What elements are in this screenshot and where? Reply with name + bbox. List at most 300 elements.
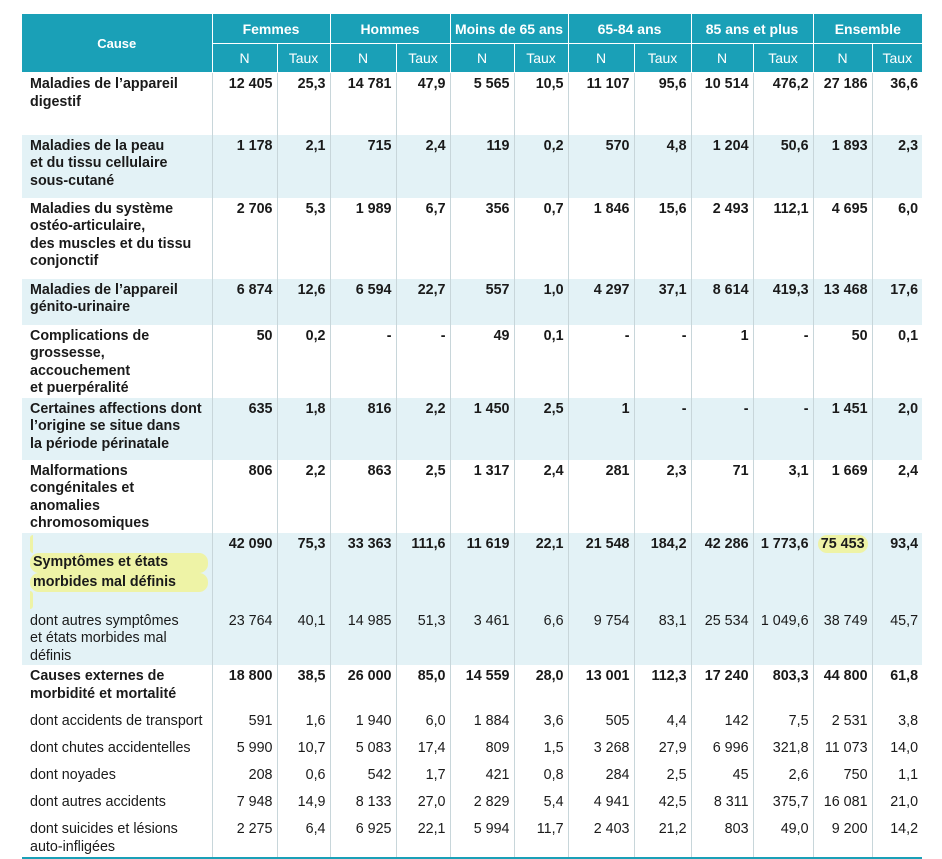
taux-cell: [396, 710, 450, 737]
table-row: [22, 135, 922, 198]
taux-cell: [514, 818, 568, 858]
cell-value: 1 669: [831, 462, 868, 479]
cell-value: 1 846: [593, 200, 630, 217]
n-cell: [813, 791, 872, 818]
cell-value: 71: [732, 462, 749, 479]
cell-value: 803: [724, 821, 749, 837]
header-n: N: [568, 44, 634, 73]
n-cell: [450, 460, 514, 533]
taux-cell: [872, 135, 922, 198]
taux-cell: [634, 818, 691, 858]
header-n: N: [212, 44, 277, 73]
n-cell: [330, 73, 396, 135]
n-cell: [212, 791, 277, 818]
cell-value: 47,9: [417, 76, 446, 92]
cell-value: 11 073: [824, 740, 868, 756]
cell-value: 14 985: [347, 612, 392, 629]
cause-label-line: morbides mal définis: [30, 573, 208, 593]
cell-value: 2,5: [543, 400, 564, 417]
n-cell: [568, 533, 634, 610]
taux-cell: [634, 398, 691, 460]
table-row: [22, 460, 922, 533]
table-row: [22, 198, 922, 279]
table-row: [22, 279, 922, 325]
cause-label-line: Causes externes de: [30, 668, 165, 684]
n-cell: [568, 710, 634, 737]
cell-value: 45: [732, 767, 749, 783]
taux-cell: [634, 665, 691, 710]
header-group-femmes: Femmes: [212, 14, 330, 44]
header-taux: Taux: [396, 44, 450, 73]
taux-cell: [634, 533, 691, 610]
cell-value: 112,3: [651, 668, 687, 684]
cell-value: 5 565: [473, 76, 510, 92]
cell-value: 5 083: [355, 740, 392, 756]
cell-value: 419,3: [772, 281, 809, 298]
cell-value: 1 450: [473, 400, 510, 417]
header-group-moins-65: Moins de 65 ans: [450, 14, 568, 44]
cell-value: 1,1: [898, 767, 919, 783]
cell-value: 1: [740, 327, 749, 344]
cell-value: 51,3: [417, 612, 446, 629]
n-cell: [212, 398, 277, 460]
cell-value: 44 800: [823, 668, 868, 684]
cell-value: 1 451: [831, 400, 868, 417]
header-n: N: [813, 44, 872, 73]
n-cell: [450, 818, 514, 858]
table-row: [22, 533, 922, 610]
taux-cell: [872, 737, 922, 764]
cell-value: 13 468: [823, 281, 868, 298]
cell-value: 9 200: [831, 821, 868, 837]
taux-cell: [634, 791, 691, 818]
cell-value: 2 275: [236, 821, 273, 837]
cell-value: 75 453: [818, 535, 868, 553]
n-cell: [691, 398, 753, 460]
cause-label-line: grossesse, accouchement: [30, 345, 131, 379]
cause-cell: [22, 710, 212, 737]
cause-label: [30, 713, 208, 731]
cell-value: 2,3: [898, 137, 919, 154]
cause-cell: [22, 737, 212, 764]
cell-value: 6 925: [355, 821, 392, 837]
taux-cell: [277, 279, 330, 325]
cell-value: 1,0: [543, 281, 564, 298]
cause-label: [30, 282, 208, 317]
cell-value: 11 107: [586, 76, 630, 92]
cell-value: -: [803, 327, 809, 344]
cell-value: 2 706: [236, 200, 273, 217]
taux-cell: [753, 325, 813, 398]
taux-cell: [872, 460, 922, 533]
taux-cell: [514, 73, 568, 135]
cell-value: 21,0: [890, 794, 919, 810]
cause-cell: [22, 764, 212, 791]
n-cell: [568, 135, 634, 198]
cause-label-line: dont chutes accidentelles: [30, 740, 191, 756]
cell-value: 45,7: [890, 612, 919, 629]
taux-cell: [634, 460, 691, 533]
cell-value: 10,7: [297, 740, 326, 756]
taux-cell: [872, 791, 922, 818]
taux-cell: [396, 398, 450, 460]
taux-cell: [753, 460, 813, 533]
cell-value: 37,1: [658, 281, 687, 298]
taux-cell: [277, 135, 330, 198]
n-cell: [330, 764, 396, 791]
n-cell: [813, 73, 872, 135]
taux-cell: [514, 135, 568, 198]
n-cell: [450, 710, 514, 737]
taux-cell: [514, 533, 568, 610]
cell-value: 6,6: [543, 612, 564, 629]
cause-label-line: dont suicides et lésions: [30, 821, 178, 837]
taux-cell: [396, 764, 450, 791]
n-cell: [450, 198, 514, 279]
n-cell: [691, 737, 753, 764]
mortality-table: [22, 14, 922, 859]
header-taux: Taux: [514, 44, 568, 73]
cell-value: 5,4: [543, 794, 564, 810]
cell-value: 61,8: [890, 668, 919, 684]
cell-value: 13 001: [585, 668, 630, 684]
taux-cell: [396, 533, 450, 610]
cell-value: 6,0: [898, 200, 919, 217]
taux-cell: [514, 665, 568, 710]
cell-value: 0,6: [305, 767, 326, 783]
taux-cell: [396, 198, 450, 279]
n-cell: [212, 665, 277, 710]
cell-value: 5,3: [305, 200, 326, 217]
cell-value: 5 994: [473, 821, 510, 837]
cell-value: 38 749: [823, 612, 868, 629]
taux-cell: [277, 737, 330, 764]
taux-cell: [753, 610, 813, 666]
cell-value: 3 268: [593, 740, 630, 756]
cell-value: 4,4: [666, 713, 687, 729]
cell-value: 50,6: [780, 137, 809, 154]
cell-value: 119: [486, 137, 510, 154]
n-cell: [691, 73, 753, 135]
cell-value: 208: [248, 767, 273, 783]
cell-value: 7,5: [788, 713, 809, 729]
cell-value: 2,1: [305, 137, 326, 154]
n-cell: [691, 710, 753, 737]
cause-label-line: Certaines affections dont: [30, 400, 202, 417]
taux-cell: [753, 73, 813, 135]
cell-value: 0,8: [543, 767, 564, 783]
cell-value: 0,2: [305, 327, 326, 344]
cause-cell: [22, 533, 212, 610]
cell-value: 22,1: [535, 535, 564, 552]
n-cell: [813, 398, 872, 460]
cell-value: 7 948: [236, 794, 273, 810]
cause-label-line: génito-urinaire: [30, 299, 131, 315]
cell-value: 11 619: [466, 535, 510, 552]
n-cell: [212, 818, 277, 858]
table-row: [22, 818, 922, 858]
n-cell: [212, 325, 277, 398]
cause-label-line: des muscles et du tissu: [30, 235, 192, 252]
cell-value: 1,8: [305, 400, 326, 417]
cell-value: 111,6: [411, 535, 446, 552]
cell-value: 12 405: [228, 76, 273, 92]
taux-cell: [514, 398, 568, 460]
cell-value: 421: [485, 767, 510, 783]
cell-value: 1 204: [712, 137, 749, 154]
cell-value: 570: [605, 137, 630, 154]
n-cell: [212, 198, 277, 279]
cell-value: 1,6: [305, 713, 326, 729]
cell-value: 10,5: [535, 76, 564, 92]
cell-value: 0,1: [543, 327, 564, 344]
n-cell: [568, 460, 634, 533]
cell-value: 22,1: [417, 821, 446, 837]
taux-cell: [396, 135, 450, 198]
taux-cell: [634, 710, 691, 737]
cell-value: 1,5: [543, 740, 564, 756]
n-cell: [212, 710, 277, 737]
n-cell: [450, 764, 514, 791]
n-cell: [450, 279, 514, 325]
cell-value: 9 754: [593, 612, 630, 629]
table-row: [22, 73, 922, 135]
taux-cell: [277, 665, 330, 710]
n-cell: [568, 610, 634, 666]
n-cell: [691, 460, 753, 533]
cell-value: 1 049,6: [760, 612, 809, 629]
n-cell: [330, 791, 396, 818]
n-cell: [691, 198, 753, 279]
cell-value: 635: [248, 400, 273, 417]
cell-value: 1 773,6: [760, 535, 809, 552]
table-row: [22, 764, 922, 791]
cell-value: 17 240: [704, 668, 749, 684]
n-cell: [212, 764, 277, 791]
taux-cell: [872, 818, 922, 858]
cell-value: 6 594: [355, 281, 392, 298]
taux-cell: [514, 279, 568, 325]
cause-label-line: digestif: [30, 93, 81, 110]
taux-cell: [634, 610, 691, 666]
n-cell: [813, 325, 872, 398]
cell-value: 26 000: [347, 668, 392, 684]
n-cell: [813, 610, 872, 666]
n-cell: [330, 533, 396, 610]
n-cell: [691, 665, 753, 710]
cell-value: 0,1: [898, 327, 919, 344]
cell-value: -: [440, 327, 446, 344]
n-cell: [330, 398, 396, 460]
cause-cell: [22, 73, 212, 135]
n-cell: [212, 73, 277, 135]
cause-label-line: congénitales et anomalies: [30, 480, 135, 514]
cell-value: 1 884: [473, 713, 510, 729]
cause-label: [30, 463, 208, 533]
n-cell: [813, 279, 872, 325]
cell-value: 17,6: [890, 281, 919, 298]
cell-value: 21 548: [585, 535, 630, 552]
taux-cell: [634, 279, 691, 325]
n-cell: [212, 610, 277, 666]
cause-cell: [22, 325, 212, 398]
taux-cell: [514, 764, 568, 791]
table-body: [22, 73, 922, 859]
taux-cell: [396, 665, 450, 710]
taux-cell: [277, 398, 330, 460]
cell-value: 33 363: [347, 535, 392, 552]
table-row: [22, 325, 922, 398]
taux-cell: [753, 665, 813, 710]
cause-label: [30, 668, 208, 703]
n-cell: [450, 610, 514, 666]
taux-cell: [396, 460, 450, 533]
taux-cell: [872, 533, 922, 610]
cause-label-line: et états morbides mal définis: [30, 630, 167, 664]
cell-value: 14,9: [297, 794, 326, 810]
cell-value: 25 534: [704, 612, 749, 629]
n-cell: [212, 460, 277, 533]
n-cell: [568, 198, 634, 279]
cell-value: 2,3: [666, 462, 687, 479]
cause-label-line: Maladies de l’appareil: [30, 281, 178, 298]
n-cell: [568, 398, 634, 460]
cell-value: 1 940: [355, 713, 392, 729]
taux-cell: [514, 325, 568, 398]
cell-value: 1,7: [425, 767, 446, 783]
cause-label: [30, 76, 208, 111]
cell-value: 715: [367, 137, 392, 154]
cell-value: 6,7: [425, 200, 446, 217]
cell-value: 14 559: [465, 668, 510, 684]
taux-cell: [514, 791, 568, 818]
cell-value: 375,7: [772, 794, 809, 810]
cell-value: 557: [485, 281, 510, 298]
taux-cell: [277, 533, 330, 610]
taux-cell: [634, 325, 691, 398]
cell-value: 49: [493, 327, 510, 344]
taux-cell: [634, 737, 691, 764]
cause-label-line: Symptômes et états: [30, 553, 208, 573]
cell-value: 142: [724, 713, 749, 729]
cell-value: 16 081: [823, 794, 868, 810]
cell-value: 50: [851, 327, 868, 344]
cause-cell: [22, 610, 212, 666]
cell-value: 4 695: [831, 200, 868, 217]
taux-cell: [872, 610, 922, 666]
cell-value: 505: [605, 713, 630, 729]
cell-value: 27 186: [823, 76, 868, 92]
n-cell: [813, 533, 872, 610]
taux-cell: [277, 791, 330, 818]
table-row: [22, 665, 922, 710]
cell-value: 2,4: [898, 462, 919, 479]
cause-label-line: sous-cutané: [30, 172, 115, 189]
cause-cell: [22, 460, 212, 533]
cell-value: 27,0: [417, 794, 446, 810]
n-cell: [330, 665, 396, 710]
cell-value: 112,1: [773, 200, 809, 217]
cause-label-line: dont autres symptômes: [30, 612, 179, 629]
cell-value: 2 531: [831, 713, 868, 729]
cell-value: 2,2: [425, 400, 446, 417]
cause-label: [30, 328, 208, 398]
taux-cell: [634, 135, 691, 198]
header-group-hommes: Hommes: [330, 14, 450, 44]
taux-cell: [753, 791, 813, 818]
cell-value: 95,6: [658, 76, 687, 92]
n-cell: [568, 737, 634, 764]
taux-cell: [872, 198, 922, 279]
cell-value: 10 514: [704, 76, 749, 92]
n-cell: [568, 764, 634, 791]
taux-cell: [514, 460, 568, 533]
n-cell: [568, 665, 634, 710]
n-cell: [691, 818, 753, 858]
cell-value: 12,6: [297, 281, 326, 298]
table-row: [22, 737, 922, 764]
cell-value: 8 311: [713, 794, 749, 810]
taux-cell: [872, 279, 922, 325]
cause-cell: [22, 398, 212, 460]
n-cell: [813, 764, 872, 791]
cell-value: 25,3: [297, 76, 326, 92]
cause-cell: [22, 665, 212, 710]
cell-value: 3,6: [543, 713, 564, 729]
cause-label-line: Maladies de l’appareil: [30, 76, 178, 92]
taux-cell: [277, 818, 330, 858]
cell-value: 42 286: [704, 535, 749, 552]
n-cell: [691, 325, 753, 398]
cell-value: 1 178: [236, 137, 273, 154]
taux-cell: [634, 73, 691, 135]
cell-value: -: [386, 327, 392, 344]
n-cell: [212, 737, 277, 764]
cause-cell: [22, 135, 212, 198]
taux-cell: [277, 610, 330, 666]
n-cell: [450, 533, 514, 610]
cause-label: [30, 138, 208, 191]
taux-cell: [753, 737, 813, 764]
header-cause: Cause: [22, 14, 212, 73]
n-cell: [568, 818, 634, 858]
taux-cell: [277, 73, 330, 135]
cell-value: 3 461: [473, 612, 510, 629]
taux-cell: [277, 198, 330, 279]
cause-label: [30, 535, 208, 610]
cell-value: 6 996: [712, 740, 749, 756]
cell-value: 83,1: [658, 612, 687, 629]
n-cell: [813, 665, 872, 710]
table-row: [22, 791, 922, 818]
taux-cell: [753, 710, 813, 737]
cause-cell: [22, 279, 212, 325]
cell-value: 2,5: [666, 767, 687, 783]
cell-value: 17,4: [417, 740, 446, 756]
n-cell: [330, 818, 396, 858]
cause-label-line: ostéo-articulaire,: [30, 218, 146, 234]
cell-value: 3,1: [788, 462, 809, 479]
cell-value: 863: [367, 462, 392, 479]
cause-label-line: chromosomiques: [30, 515, 150, 531]
n-cell: [330, 710, 396, 737]
cell-value: 50: [256, 327, 273, 344]
taux-cell: [277, 764, 330, 791]
n-cell: [813, 135, 872, 198]
taux-cell: [753, 198, 813, 279]
taux-cell: [514, 737, 568, 764]
cause-label-line: la période périnatale: [30, 435, 170, 452]
